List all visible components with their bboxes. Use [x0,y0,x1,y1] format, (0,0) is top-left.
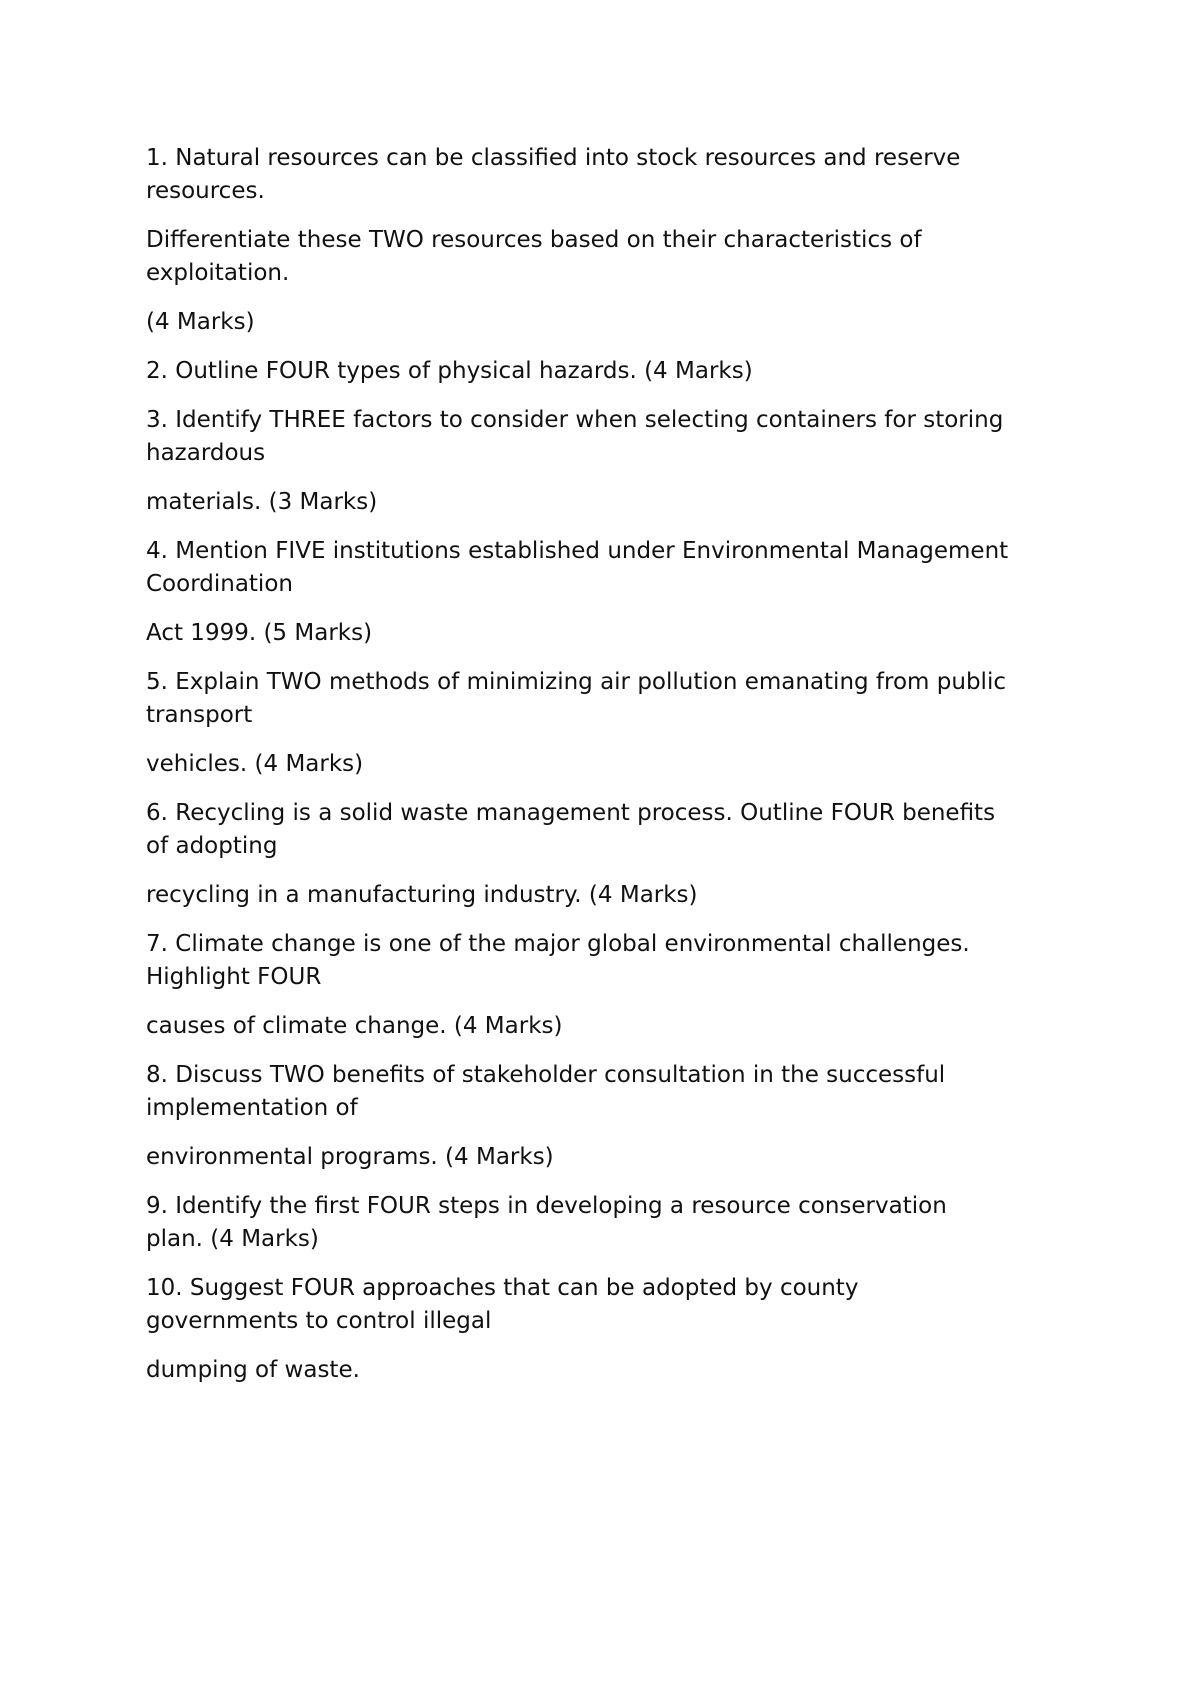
question-10-text: 10. Suggest FOUR approaches that can be adopted by county governments to control illegal [146,1275,859,1334]
question-3-continuation: materials. (3 Marks) [146,489,378,515]
question-5-continuation: vehicles. (4 Marks) [146,751,364,777]
question-9-text: 9. Identify the first FOUR steps in developing a resource conservation plan. (4 Marks) [146,1193,947,1252]
question-1-text: 1. Natural resources can be classified into stock resources and reserve resources. [146,145,961,204]
question-8-text: 8. Discuss TWO benefits of stakeholder consultation in the successful implementation of [146,1062,946,1121]
question-4-continuation: Act 1999. (5 Marks) [146,620,373,646]
question-1-instruction: Differentiate these TWO resources based on their characteristics of exploitation. [146,227,922,286]
question-7-text: 7. Climate change is one of the major global environmental challenges. Highlight FOUR [146,931,970,990]
question-10-continuation: dumping of waste. [146,1357,360,1383]
question-2-text: 2. Outline FOUR types of physical hazards. (4 Marks) [146,358,753,384]
question-6-text: 6. Recycling is a solid waste management process. Outline FOUR benefits of adopting [146,800,996,859]
question-5-text: 5. Explain TWO methods of minimizing air pollution emanating from public transport [146,669,1006,728]
question-8-continuation: environmental programs. (4 Marks) [146,1144,554,1170]
document-page [146,142,1076,1403]
question-1-marks: (4 Marks) [146,309,255,335]
question-4-text: 4. Mention FIVE institutions established under Environmental Management Coordination [146,538,1009,597]
question-7-continuation: causes of climate change. (4 Marks) [146,1013,563,1039]
question-6-continuation: recycling in a manufacturing industry. (4 Marks) [146,882,698,908]
question-3-text: 3. Identify THREE factors to consider when selecting containers for storing hazardous [146,407,1004,466]
